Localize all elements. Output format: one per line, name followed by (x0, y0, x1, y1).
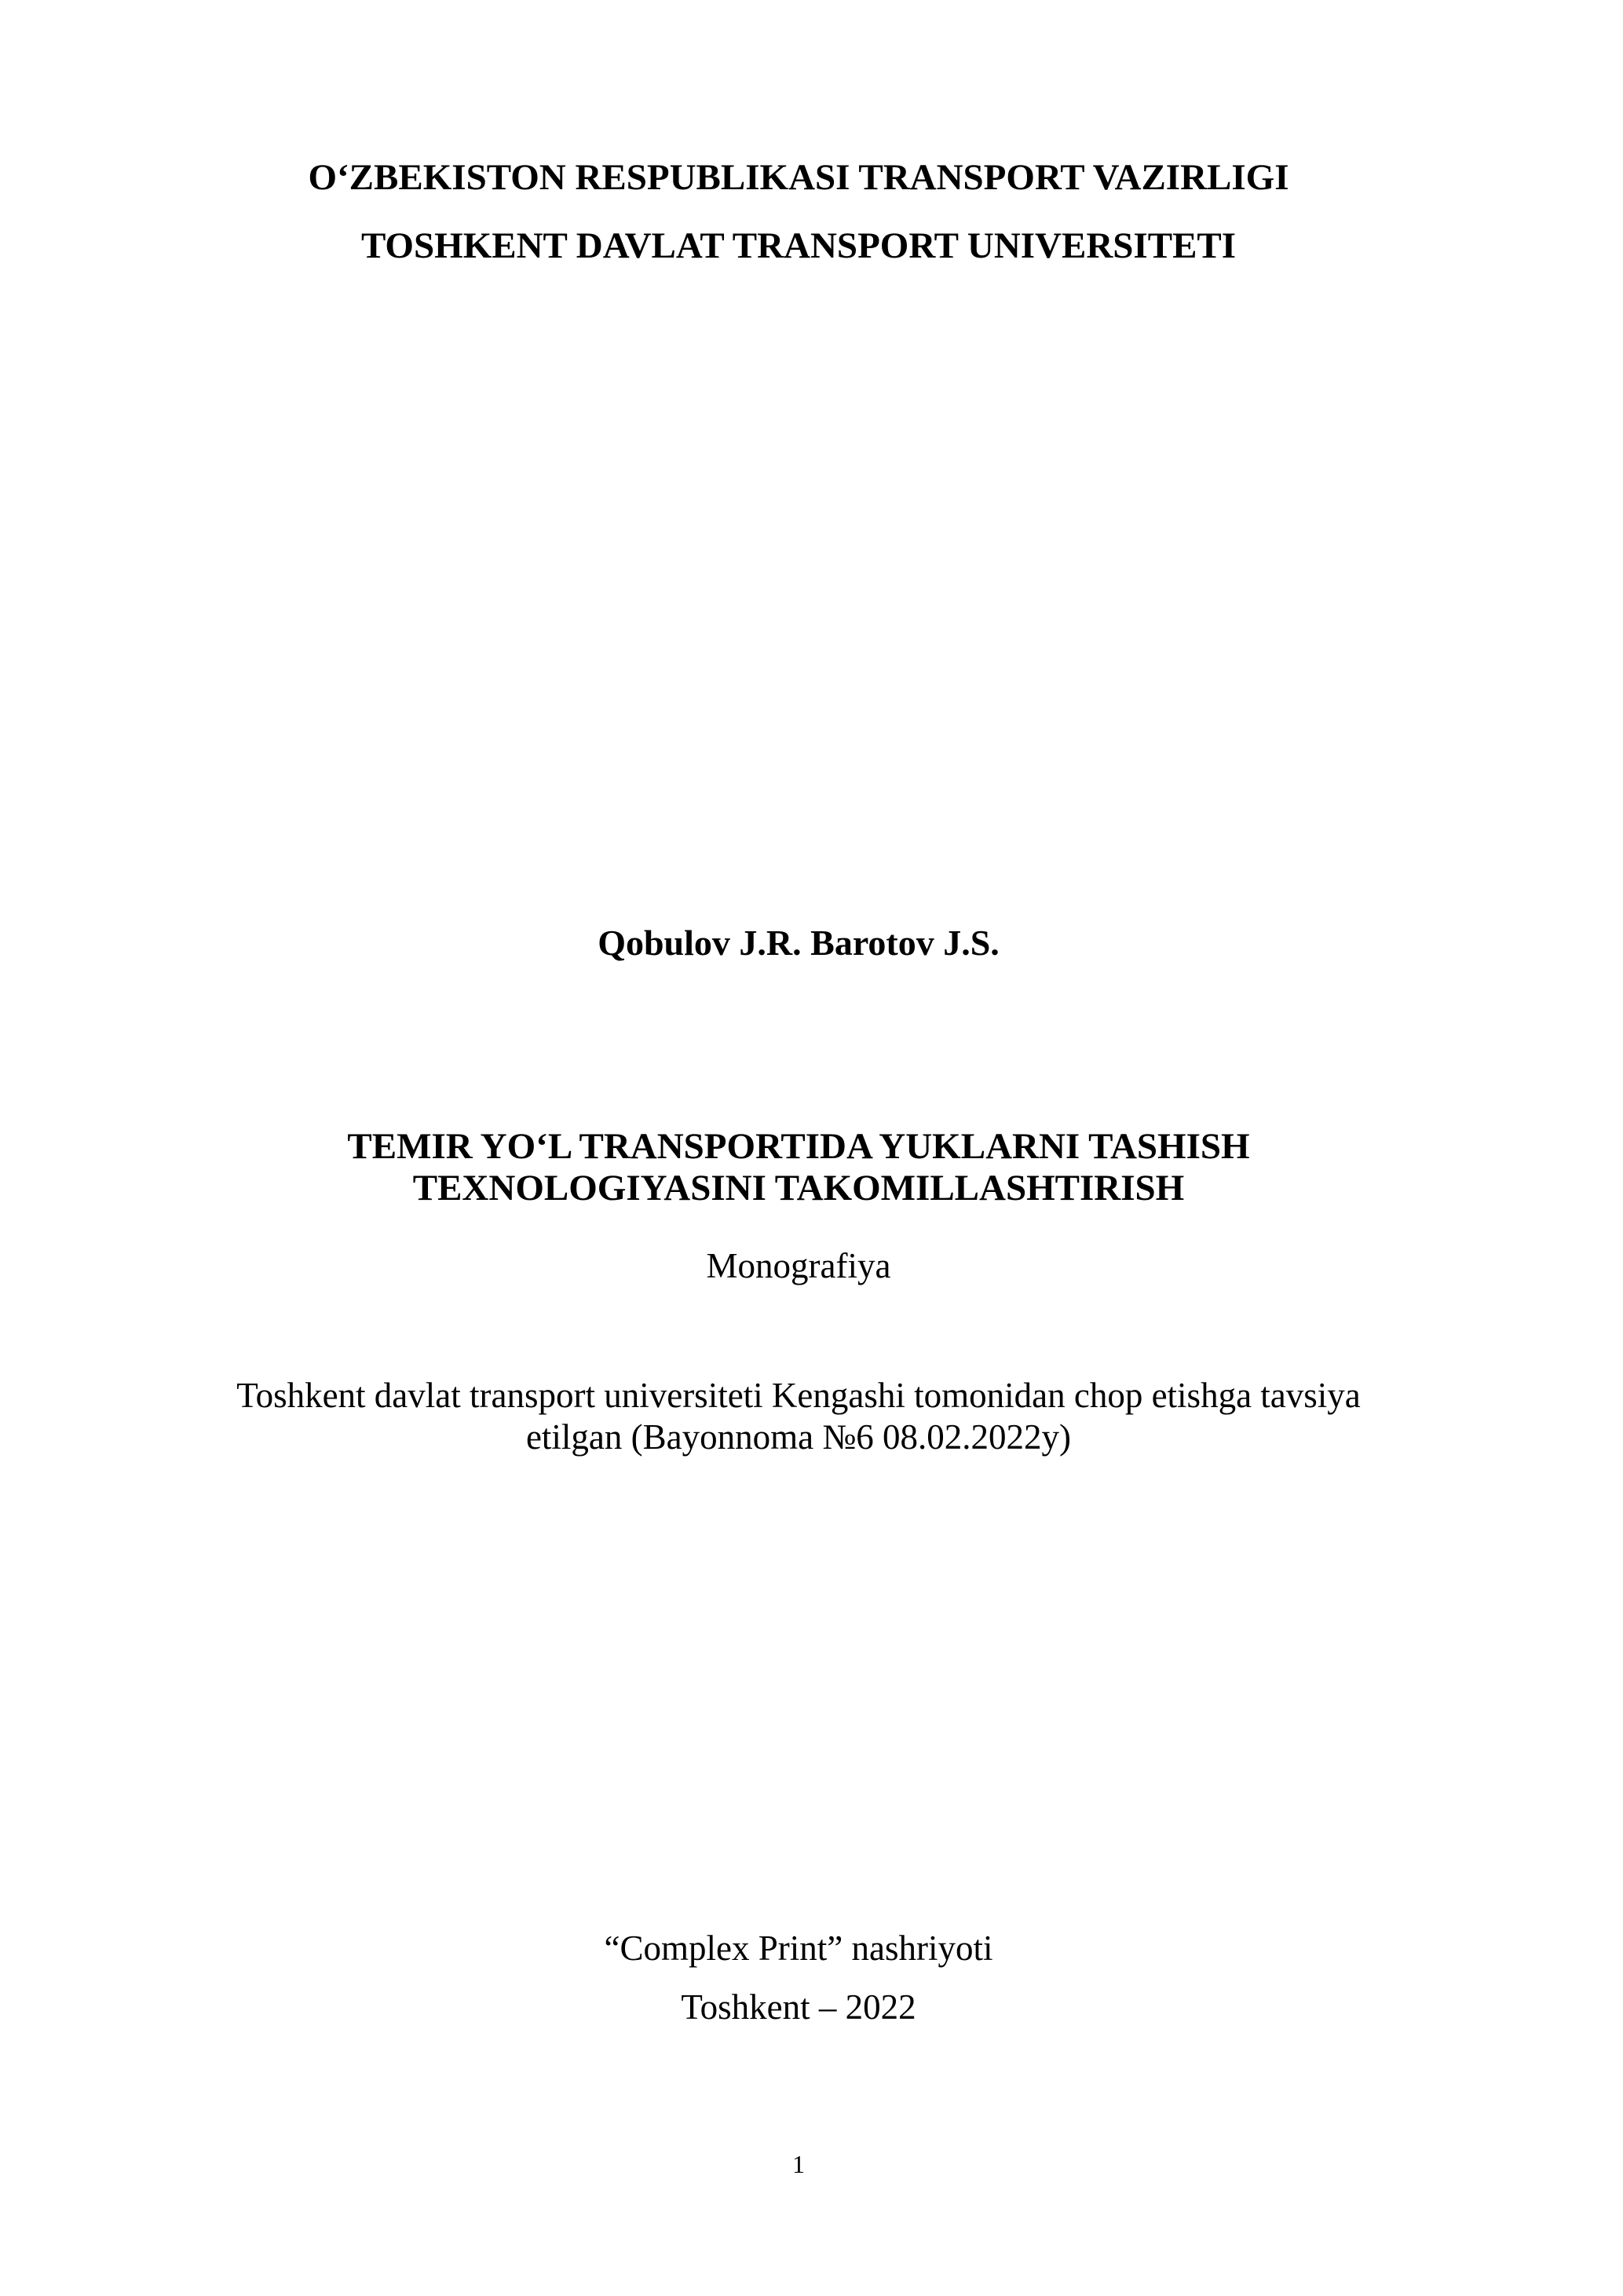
ministry-heading: O‘ZBEKISTON RESPUBLIKASI TRANSPORT VAZIRLIGI (308, 157, 1289, 198)
city-year: Toshkent – 2022 (681, 1987, 916, 2027)
university-heading: TOSHKENT DAVLAT TRANSPORT UNIVERSITETI (360, 225, 1237, 266)
page-number: 1 (792, 2150, 805, 2178)
document-type: Monografiya (706, 1246, 891, 1285)
recommendation-line-1: Toshkent davlat transport universiteti Kengashi tomonidan chop etishga tavsiya (236, 1376, 1361, 1415)
book-title-line-1: TEMIR YO‘L TRANSPORTIDA YUKLARNI TASHISH (347, 1126, 1250, 1167)
authors: Qobulov J.R. Barotov J.S. (598, 923, 1000, 963)
book-title-line-2: TEXNOLOGIYASINI TAKOMILLASHTIRISH (412, 1168, 1185, 1208)
publisher: “Complex Print” nashriyoti (604, 1929, 993, 1968)
recommendation-line-2: etilgan (Bayonnoma №6 08.02.2022y) (525, 1417, 1072, 1457)
